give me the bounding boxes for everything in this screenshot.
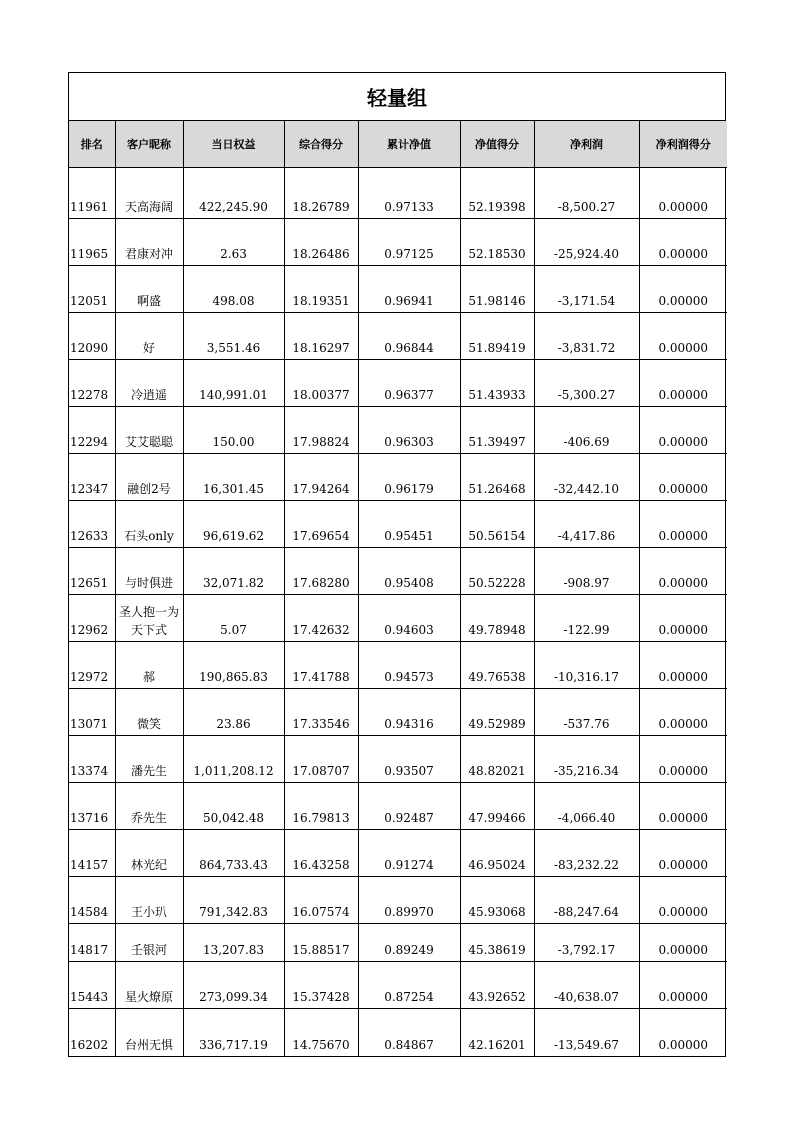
table-row (69, 266, 727, 313)
ranking-sheet (68, 72, 726, 1057)
nav-score-cell: 46.95024 (460, 830, 534, 877)
total-score-cell: 17.94264 (284, 454, 358, 501)
table-row (69, 736, 727, 783)
cumulative-nav-cell: 0.96941 (358, 266, 460, 313)
net-profit-score-cell: 0.00000 (639, 1009, 727, 1056)
table-row (69, 219, 727, 266)
header-row (69, 121, 727, 168)
net-profit-cell: -3,831.72 (534, 313, 639, 360)
equity-cell: 13,207.83 (183, 924, 284, 962)
cumulative-nav-cell: 0.94603 (358, 595, 460, 642)
table-row (69, 783, 727, 830)
equity-cell: 5.07 (183, 595, 284, 642)
nickname-cell: 圣人抱一为天下式 (115, 595, 183, 642)
equity-cell: 864,733.43 (183, 830, 284, 877)
net-profit-score-cell: 0.00000 (639, 266, 727, 313)
equity-cell: 422,245.90 (183, 168, 284, 219)
equity-cell: 140,991.01 (183, 360, 284, 407)
net-profit-cell: -32,442.10 (534, 454, 639, 501)
nav-score-cell: 51.26468 (460, 454, 534, 501)
equity-cell: 3,551.46 (183, 313, 284, 360)
col-header-cumulative-nav: 累计净值 (358, 121, 460, 168)
net-profit-cell: -5,300.27 (534, 360, 639, 407)
total-score-cell: 17.69654 (284, 501, 358, 548)
nickname-cell: 台州无惧 (115, 1009, 183, 1056)
net-profit-score-cell: 0.00000 (639, 454, 727, 501)
nav-score-cell: 50.56154 (460, 501, 534, 548)
net-profit-cell: -3,792.17 (534, 924, 639, 962)
col-header-net-profit-score: 净利润得分 (639, 121, 727, 168)
equity-cell: 96,619.62 (183, 501, 284, 548)
nav-score-cell: 47.99466 (460, 783, 534, 830)
net-profit-cell: -908.97 (534, 548, 639, 595)
net-profit-score-cell: 0.00000 (639, 830, 727, 877)
table-row (69, 877, 727, 924)
rank-cell: 12347 (69, 454, 115, 501)
cumulative-nav-cell: 0.95451 (358, 501, 460, 548)
rank-cell: 15443 (69, 962, 115, 1009)
total-score-cell: 18.19351 (284, 266, 358, 313)
cumulative-nav-cell: 0.96179 (358, 454, 460, 501)
net-profit-cell: -4,066.40 (534, 783, 639, 830)
net-profit-score-cell: 0.00000 (639, 219, 727, 266)
nav-score-cell: 48.82021 (460, 736, 534, 783)
nav-score-cell: 49.78948 (460, 595, 534, 642)
rank-cell: 14817 (69, 924, 115, 962)
col-header-nav-score: 净值得分 (460, 121, 534, 168)
rank-cell: 12651 (69, 548, 115, 595)
equity-cell: 16,301.45 (183, 454, 284, 501)
nickname-cell: 郝 (115, 642, 183, 689)
table-row (69, 689, 727, 736)
rank-cell: 16202 (69, 1009, 115, 1056)
net-profit-score-cell: 0.00000 (639, 360, 727, 407)
net-profit-cell: -8,500.27 (534, 168, 639, 219)
nickname-cell: 君康对冲 (115, 219, 183, 266)
equity-cell: 50,042.48 (183, 783, 284, 830)
nav-score-cell: 42.16201 (460, 1009, 534, 1056)
total-score-cell: 16.79813 (284, 783, 358, 830)
nav-score-cell: 45.38619 (460, 924, 534, 962)
nav-score-cell: 51.98146 (460, 266, 534, 313)
nav-score-cell: 43.92652 (460, 962, 534, 1009)
equity-cell: 150.00 (183, 407, 284, 454)
rank-cell: 13071 (69, 689, 115, 736)
nickname-cell: 啊盛 (115, 266, 183, 313)
cumulative-nav-cell: 0.91274 (358, 830, 460, 877)
nav-score-cell: 50.52228 (460, 548, 534, 595)
nav-score-cell: 45.93068 (460, 877, 534, 924)
equity-cell: 498.08 (183, 266, 284, 313)
cumulative-nav-cell: 0.92487 (358, 783, 460, 830)
cumulative-nav-cell: 0.96377 (358, 360, 460, 407)
cumulative-nav-cell: 0.97133 (358, 168, 460, 219)
net-profit-score-cell: 0.00000 (639, 877, 727, 924)
nickname-cell: 乔先生 (115, 783, 183, 830)
equity-cell: 273,099.34 (183, 962, 284, 1009)
total-score-cell: 14.75670 (284, 1009, 358, 1056)
table-row (69, 168, 727, 219)
net-profit-score-cell: 0.00000 (639, 736, 727, 783)
net-profit-cell: -35,216.34 (534, 736, 639, 783)
table-row (69, 407, 727, 454)
net-profit-cell: -406.69 (534, 407, 639, 454)
total-score-cell: 17.98824 (284, 407, 358, 454)
total-score-cell: 18.26789 (284, 168, 358, 219)
cumulative-nav-cell: 0.84867 (358, 1009, 460, 1056)
net-profit-cell: -4,417.86 (534, 501, 639, 548)
cumulative-nav-cell: 0.93507 (358, 736, 460, 783)
net-profit-score-cell: 0.00000 (639, 168, 727, 219)
rank-cell: 12962 (69, 595, 115, 642)
rank-cell: 13374 (69, 736, 115, 783)
col-header-net-profit: 净利润 (534, 121, 639, 168)
col-header-nickname: 客户昵称 (115, 121, 183, 168)
nickname-cell: 微笑 (115, 689, 183, 736)
net-profit-score-cell: 0.00000 (639, 689, 727, 736)
total-score-cell: 18.16297 (284, 313, 358, 360)
total-score-cell: 17.42632 (284, 595, 358, 642)
net-profit-score-cell: 0.00000 (639, 783, 727, 830)
nickname-cell: 艾艾聪聪 (115, 407, 183, 454)
table-row (69, 501, 727, 548)
cumulative-nav-cell: 0.94573 (358, 642, 460, 689)
nickname-cell: 潘先生 (115, 736, 183, 783)
nickname-cell: 星火燎原 (115, 962, 183, 1009)
net-profit-score-cell: 0.00000 (639, 407, 727, 454)
nickname-cell: 壬银河 (115, 924, 183, 962)
nav-score-cell: 49.52989 (460, 689, 534, 736)
ranking-table (69, 121, 727, 1056)
nickname-cell: 石头only (115, 501, 183, 548)
table-row (69, 924, 727, 962)
rank-cell: 14157 (69, 830, 115, 877)
total-score-cell: 17.33546 (284, 689, 358, 736)
net-profit-score-cell: 0.00000 (639, 962, 727, 1009)
rank-cell: 11961 (69, 168, 115, 219)
nickname-cell: 天高海阔 (115, 168, 183, 219)
table-row (69, 548, 727, 595)
table-row (69, 830, 727, 877)
nickname-cell: 好 (115, 313, 183, 360)
cumulative-nav-cell: 0.96303 (358, 407, 460, 454)
net-profit-cell: -10,316.17 (534, 642, 639, 689)
table-row (69, 313, 727, 360)
net-profit-score-cell: 0.00000 (639, 313, 727, 360)
rank-cell: 14584 (69, 877, 115, 924)
col-header-rank: 排名 (69, 121, 115, 168)
net-profit-score-cell: 0.00000 (639, 595, 727, 642)
nickname-cell: 冷逍遥 (115, 360, 183, 407)
rank-cell: 13716 (69, 783, 115, 830)
net-profit-score-cell: 0.00000 (639, 642, 727, 689)
total-score-cell: 16.07574 (284, 877, 358, 924)
cumulative-nav-cell: 0.97125 (358, 219, 460, 266)
net-profit-score-cell: 0.00000 (639, 548, 727, 595)
sheet-title: 轻量组 (69, 73, 725, 121)
nav-score-cell: 52.19398 (460, 168, 534, 219)
table-row (69, 642, 727, 689)
table-row (69, 962, 727, 1009)
net-profit-cell: -88,247.64 (534, 877, 639, 924)
nav-score-cell: 51.89419 (460, 313, 534, 360)
equity-cell: 791,342.83 (183, 877, 284, 924)
table-row (69, 595, 727, 642)
total-score-cell: 15.88517 (284, 924, 358, 962)
nickname-cell: 融创2号 (115, 454, 183, 501)
total-score-cell: 16.43258 (284, 830, 358, 877)
net-profit-cell: -122.99 (534, 595, 639, 642)
net-profit-score-cell: 0.00000 (639, 924, 727, 962)
total-score-cell: 17.41788 (284, 642, 358, 689)
rank-cell: 12278 (69, 360, 115, 407)
equity-cell: 190,865.83 (183, 642, 284, 689)
net-profit-cell: -537.76 (534, 689, 639, 736)
equity-cell: 23.86 (183, 689, 284, 736)
rank-cell: 12972 (69, 642, 115, 689)
table-row (69, 1009, 727, 1056)
cumulative-nav-cell: 0.89249 (358, 924, 460, 962)
rank-cell: 12090 (69, 313, 115, 360)
nickname-cell: 林光纪 (115, 830, 183, 877)
net-profit-score-cell: 0.00000 (639, 501, 727, 548)
total-score-cell: 18.00377 (284, 360, 358, 407)
table-row (69, 454, 727, 501)
col-header-total-score: 综合得分 (284, 121, 358, 168)
net-profit-cell: -25,924.40 (534, 219, 639, 266)
total-score-cell: 18.26486 (284, 219, 358, 266)
nav-score-cell: 51.39497 (460, 407, 534, 454)
rank-cell: 12051 (69, 266, 115, 313)
rank-cell: 11965 (69, 219, 115, 266)
equity-cell: 32,071.82 (183, 548, 284, 595)
nickname-cell: 与时俱进 (115, 548, 183, 595)
cumulative-nav-cell: 0.96844 (358, 313, 460, 360)
nav-score-cell: 49.76538 (460, 642, 534, 689)
rank-cell: 12294 (69, 407, 115, 454)
equity-cell: 1,011,208.12 (183, 736, 284, 783)
col-header-equity: 当日权益 (183, 121, 284, 168)
net-profit-cell: -3,171.54 (534, 266, 639, 313)
total-score-cell: 17.68280 (284, 548, 358, 595)
nav-score-cell: 52.18530 (460, 219, 534, 266)
cumulative-nav-cell: 0.89970 (358, 877, 460, 924)
nickname-cell: 王小玐 (115, 877, 183, 924)
equity-cell: 2.63 (183, 219, 284, 266)
net-profit-cell: -83,232.22 (534, 830, 639, 877)
total-score-cell: 17.08707 (284, 736, 358, 783)
net-profit-cell: -40,638.07 (534, 962, 639, 1009)
cumulative-nav-cell: 0.94316 (358, 689, 460, 736)
table-row (69, 360, 727, 407)
net-profit-cell: -13,549.67 (534, 1009, 639, 1056)
rank-cell: 12633 (69, 501, 115, 548)
total-score-cell: 15.37428 (284, 962, 358, 1009)
cumulative-nav-cell: 0.87254 (358, 962, 460, 1009)
cumulative-nav-cell: 0.95408 (358, 548, 460, 595)
nav-score-cell: 51.43933 (460, 360, 534, 407)
equity-cell: 336,717.19 (183, 1009, 284, 1056)
